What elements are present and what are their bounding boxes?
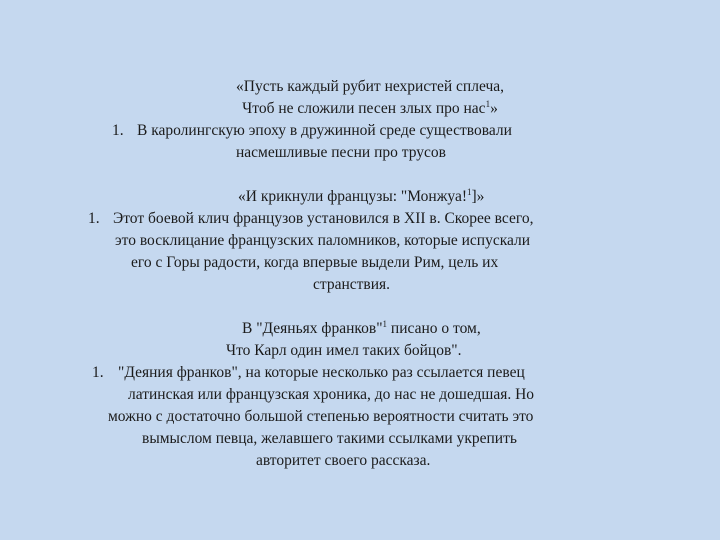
footnote-line: вымыслом певца, желавшего такими ссылками укрепить: [142, 430, 517, 447]
footnote-line: "Деяния франков", на которые несколько раз ссылается певец: [118, 364, 525, 381]
verse-text: ]»: [471, 188, 485, 205]
footnote-line: это восклицание французских паломников, которые испускали: [115, 232, 531, 249]
footnote-line: насмешливые песни про трусов: [236, 144, 446, 161]
verse-line: [242, 318, 481, 340]
footnote-line: В каролингскую эпоху в дружинной среде существовали: [137, 122, 512, 139]
footnote-marker: 1: [485, 99, 491, 109]
footnote-line: Этот боевой клич французов установился в XII в. Скорее всего,: [113, 210, 534, 227]
footnote-number: 1.: [112, 122, 124, 139]
footnote-line: странствия.: [313, 276, 391, 293]
quote-block-1: [100, 76, 640, 161]
footnote-line: авторитет своего рассказа.: [256, 452, 431, 469]
footnote-number: 1.: [92, 364, 104, 381]
footnote-line: можно с достаточно большой степенью вероятности считать это: [108, 408, 534, 425]
verse-line: [100, 98, 640, 120]
footnote-marker: 1: [467, 187, 472, 197]
footnote-number: 1.: [88, 210, 100, 227]
verse-text: писано о том,: [387, 320, 481, 337]
verse-line: «Пусть каждый рубит нехристей сплеча,: [236, 78, 504, 95]
verse-text: «И крикнули французы: "Монжуа!: [238, 188, 467, 205]
footnote-line: латинская или французская хроника, до нас не дошедшая. Но: [128, 386, 535, 403]
footnote-marker: 1: [382, 319, 388, 329]
footnote-line: его с Горы радости, когда впервые выдели Рим, цель их: [131, 254, 499, 271]
verse-line: [238, 186, 484, 208]
verse-text: В "Деяньях франков": [242, 320, 383, 337]
verse-line: Что Карл один имел таких бойцов".: [226, 342, 462, 359]
verse-text: »: [490, 100, 498, 117]
verse-text: Чтоб не сложили песен злых про нас: [242, 100, 486, 117]
